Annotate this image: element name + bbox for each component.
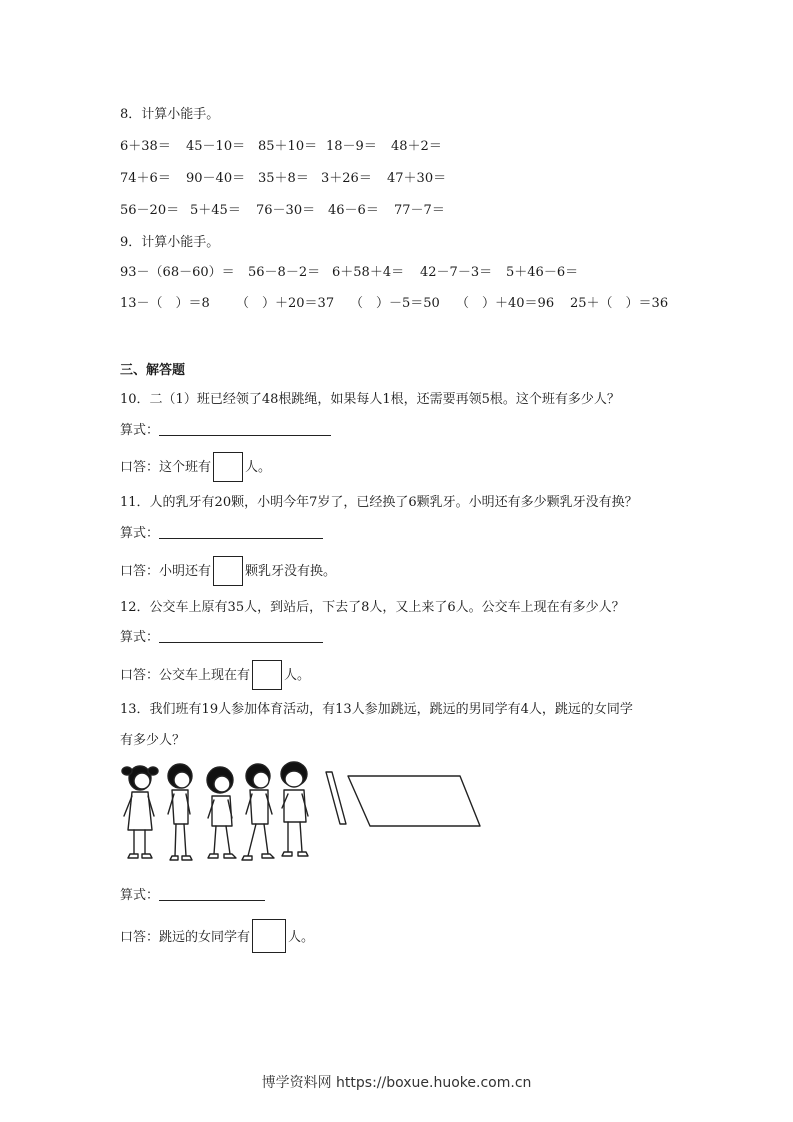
- q9-equation: （ ）＋20＝37: [236, 296, 335, 311]
- takeoff-board-icon: [326, 772, 346, 824]
- child-figure-icon: [207, 767, 236, 858]
- q8-equation: 76－30＝: [256, 203, 316, 218]
- q9-equation: 25＋（ ）＝36: [570, 296, 669, 311]
- answer-suffix: 人。: [284, 668, 311, 683]
- answer-suffix: 人。: [245, 460, 272, 475]
- q8-equation: 90－40＝: [186, 171, 246, 186]
- footer-watermark: 博学资料网 https://boxue.huoke.com.cn: [261, 1075, 532, 1091]
- q8-equation: 48＋2＝: [391, 139, 442, 154]
- q8-equation: 6＋38＝: [120, 139, 171, 154]
- q8-title: 8．计算小能手。: [120, 107, 220, 122]
- q13-text-line-2: 有多少人？: [120, 733, 186, 748]
- children-long-jump-illustration: [118, 758, 488, 868]
- q13-text-line-1: 13．我们班有19人参加体育活动，有13人参加跳远，跳远的男同学有4人，跳远的女同学: [120, 702, 633, 717]
- q8-equation: 74＋6＝: [120, 171, 171, 186]
- q10-answer-line: [120, 452, 271, 482]
- q8-equation: 46－6＝: [328, 203, 379, 218]
- q8-equation: 5＋45＝: [190, 203, 241, 218]
- q8-equation: 18－9＝: [326, 139, 377, 154]
- formula-label: 算式：: [120, 630, 160, 645]
- q8-equation: 56－20＝: [120, 203, 180, 218]
- q12-answer-line: [120, 660, 310, 690]
- q13-formula-line: [120, 884, 265, 903]
- child-figure-icon: [122, 766, 158, 858]
- q11-text: 11．人的乳牙有20颗，小明今年7岁了，已经换了6颗乳牙。小明还有多少颗乳牙没有换？: [120, 495, 638, 510]
- q10-text: 10．二（1）班已经领了48根跳绳，如果每人1根，还需要再领5根。这个班有多少人？: [120, 392, 620, 407]
- q9-equation: 6＋58＋4＝: [332, 265, 405, 280]
- child-figure-icon: [242, 764, 274, 860]
- q8-equation: 77－7＝: [394, 203, 445, 218]
- formula-label: 算式：: [120, 423, 160, 438]
- q11-answer-line: [120, 556, 336, 586]
- formula-label: 算式：: [120, 526, 160, 541]
- q8-equation: 35＋8＝: [258, 171, 309, 186]
- q9-equation: 42－7－3＝: [420, 265, 493, 280]
- answer-prefix: 口答：公交车上现在有: [120, 668, 251, 683]
- q13-formula-blank[interactable]: [159, 886, 265, 901]
- q11-formula-line: [120, 522, 323, 541]
- q12-formula-blank[interactable]: [159, 628, 323, 643]
- q9-equation: 56－8－2＝: [248, 265, 321, 280]
- answer-prefix: 口答：跳远的女同学有: [120, 930, 251, 945]
- child-figure-icon: [281, 762, 308, 856]
- q12-formula-line: [120, 626, 323, 645]
- q9-equation: （ ）－5＝50: [350, 296, 440, 311]
- q11-formula-blank[interactable]: [159, 524, 323, 539]
- q12-answer-box[interactable]: [252, 660, 282, 690]
- q13-answer-box[interactable]: [252, 919, 286, 953]
- sandpit-icon: [348, 776, 480, 826]
- q10-answer-box[interactable]: [213, 452, 243, 482]
- q13-answer-line: [120, 919, 314, 953]
- q9-equation: 93－（68－60）＝: [120, 265, 235, 280]
- q9-equation: 13－（ ）＝8: [120, 296, 210, 311]
- q9-equation: 5＋46－6＝: [506, 265, 579, 280]
- q12-text: 12．公交车上原有35人，到站后，下去了8人，又上来了6人。公交车上现在有多少人？: [120, 600, 625, 615]
- q8-equation: 47＋30＝: [387, 171, 447, 186]
- answer-suffix: 颗乳牙没有换。: [245, 564, 337, 579]
- formula-label: 算式：: [120, 888, 160, 903]
- q8-equation: 85＋10＝: [258, 139, 318, 154]
- q10-formula-blank[interactable]: [159, 421, 331, 436]
- q9-equation: （ ）＋40＝96: [456, 296, 555, 311]
- answer-suffix: 人。: [288, 930, 315, 945]
- q8-equation: 3＋26＝: [321, 171, 372, 186]
- child-figure-icon: [168, 764, 192, 860]
- q8-equation: 45－10＝: [186, 139, 246, 154]
- q11-answer-box[interactable]: [213, 556, 243, 586]
- q9-title: 9．计算小能手。: [120, 235, 220, 250]
- answer-prefix: 口答：这个班有: [120, 460, 212, 475]
- section-title: 三、解答题: [120, 363, 186, 378]
- q10-formula-line: [120, 419, 331, 438]
- answer-prefix: 口答：小明还有: [120, 564, 212, 579]
